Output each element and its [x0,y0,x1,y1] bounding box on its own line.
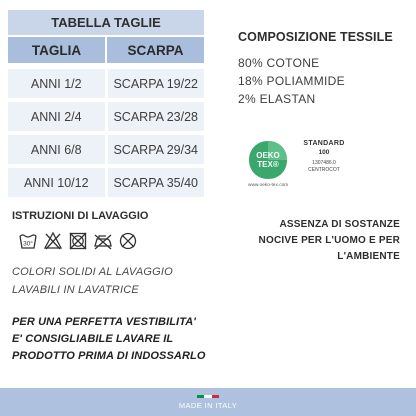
shoe-cell: SCARPA 29/34 [105,135,205,164]
size-table [8,10,204,197]
size-cell: ANNI 10/12 [23,175,89,190]
washing-title: ISTRUZIONI DI LAVAGGIO [12,210,149,222]
shoe-cell: SCARPA 23/28 [105,102,205,131]
oeko-certificate-code: 1307486.0 [312,160,336,166]
composition-line: 2% ELASTAN [238,92,316,106]
made-in-italy-label: MADE IN ITALY [178,400,238,410]
wash-temperature: 30° [23,240,33,248]
table-row [8,102,204,131]
composition-line: 18% POLIAMMIDE [238,74,345,88]
oeko-standard-label: STANDARD [303,140,345,147]
no-tumble-dry-icon [68,231,88,251]
table-row [8,168,204,197]
advice-line: E' CONSIGLIABILE LAVARE IL [12,333,174,345]
washing-note-line: LAVABILI IN LAVATRICE [12,284,139,296]
size-cell: ANNI 6/8 [30,142,82,157]
substances-line: L'AMBIENTE [337,251,400,262]
oeko-badge-line1: OEKO [256,151,280,160]
table-row [8,135,204,164]
no-bleach-icon [43,231,63,251]
substances-line: NOCIVE PER L'UOMO E PER [258,235,400,246]
iron-low-icon [93,231,113,251]
table-row [8,69,204,98]
washing-icons [18,231,138,251]
size-cell: ANNI 2/4 [30,109,82,124]
advice-line: PER UNA PERFETTA VESTIBILITA' [12,316,196,328]
substances-note [222,217,400,265]
size-table-title: TABELLA TAGLIE [8,10,204,35]
size-cell: ANNI 1/2 [30,76,82,91]
oeko-standard-number: 100 [318,149,330,156]
size-table-header [8,37,204,63]
composition-title: COMPOSIZIONE TESSILE [238,30,393,44]
oeko-institute: CENTROCOT [308,167,340,173]
column-header-size: TAGLIA [31,42,82,58]
shoe-cell: SCARPA 35/40 [105,168,205,197]
footer [0,388,416,416]
fitting-advice [12,314,205,365]
italian-flag-icon [197,395,219,398]
advice-line: PRODOTTO PRIMA DI INDOSSARLO [12,350,206,362]
oeko-tex-logo-icon [248,140,288,180]
shoe-cell: SCARPA 19/22 [105,69,205,98]
oeko-url: www.oeko-tex.com [248,183,289,188]
no-dry-clean-icon [118,231,138,251]
oeko-badge-line2: TEX® [257,160,279,169]
oeko-tex-label [248,140,408,188]
substances-line: ASSENZA DI SOSTANZE [279,219,400,230]
composition-line: 80% COTONE [238,56,320,70]
column-header-shoe: SCARPA [105,37,204,63]
wash-30-icon [18,231,38,251]
washing-note-line: COLORI SOLIDI AL LAVAGGIO [12,266,173,278]
